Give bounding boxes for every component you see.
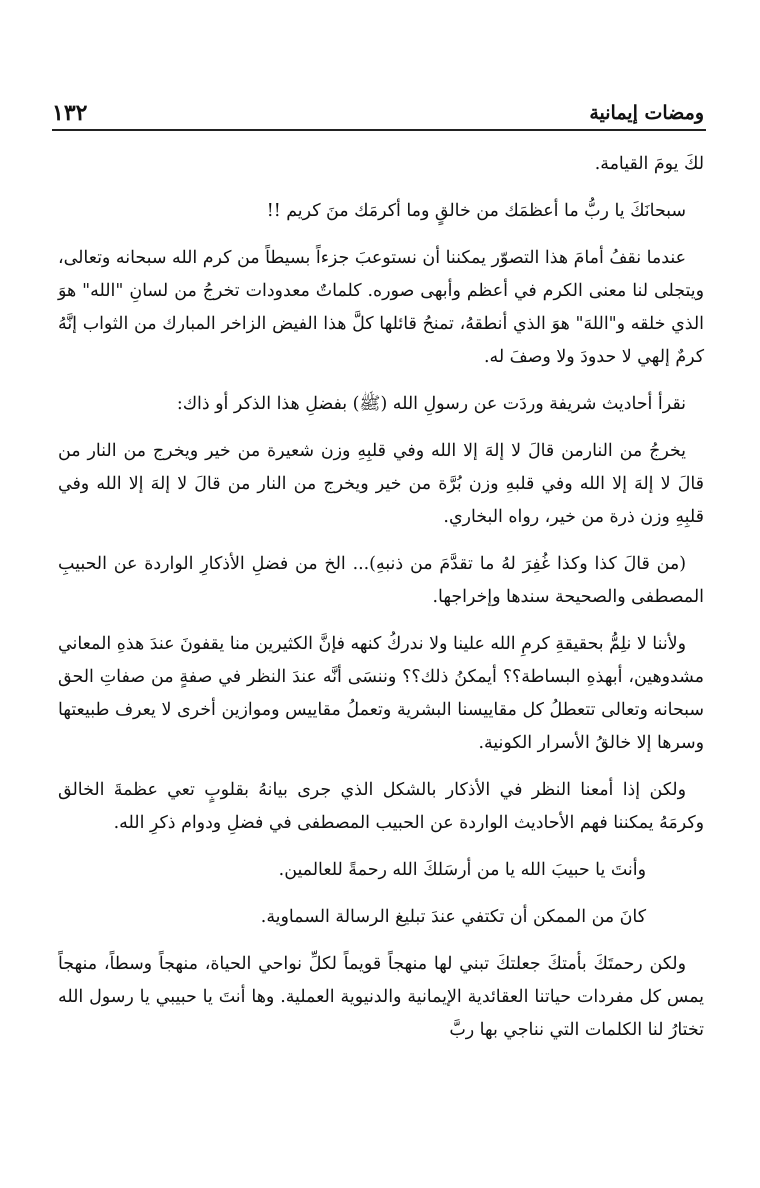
- paragraph: وأنتَ يا حبيبَ الله يا من أرسَلكَ الله رحمةً للعالمين.: [278, 860, 646, 880]
- paragraph: ولأننا لا نلِمُّ بحقيقةِ كرمِ الله علينا ولا ندركُ كنهه فإنَّ الكثيرين منا يقفونَ عندَ هذهِ المعاني مشدوهين، أبهذهِ البساطة؟؟ أيمكنُ ذلك؟؟ وننسَى أنَّه عندَ النظر في صفةٍ من صفاتِ الحق سبحانه وتعالى تتعطلُ كل مقاييسنا البشرية وتعملُ مقاييس وموازين أخرى لا يعرف طبيعتها وسرها إلا خالقُ الأسرار الكونية.: [58, 634, 704, 753]
- running-title: ومضات إيمانية: [589, 102, 704, 124]
- paragraph: عندما نقفُ أمامَ هذا التصوّر يمكننا أن نستوعبَ جزءاً بسيطاً من كرم الله سبحانه وتعالى، ويتجلى لنا معنى الكرم في أعظم وأبهى صوره. كلماتٌ معدودات تخرجُ من لسانِ "الله" هوَ الذي خلقه و"اللهَ" هوَ الذي أنطقهُ، تمنحُ قائلها كلَّ هذا الفيض الزاخر المبارك من الثواب إنَّهُ كرمٌ إلهي لا حدودَ ولا وصفَ له.: [58, 248, 704, 367]
- paragraph: يخرجُ من النارمن قالَ لا إلهَ إلا الله وفي قلبِهِ وزن شعيرة من خير ويخرج من النار من قالَ لا إلهَ إلا الله وفي قلبهِ وزن بُرَّة من خير ويخرج من النار من قالَ لا إلهَ إلا الله وفي قلبِهِ وزن ذرة من خير، رواه البخاري.: [58, 441, 704, 527]
- page-number: ١٣٢: [52, 100, 88, 126]
- paragraph: ولكن إذا أمعنا النظر في الأذكار بالشكل الذي جرى بيانهُ بقلوبٍ تعي عظمةَ الخالق وكرمَهُ يمكننا فهم الأحاديث الواردة عن الحبيب المصطفى في فضلِ ودوام ذكرِ الله.: [58, 780, 704, 833]
- paragraph: كانَ من الممكن أن تكتفي عندَ تبليغ الرسالة السماوية.: [260, 907, 646, 927]
- paragraph: (من قالَ كذا وكذا غُفِرَ لهُ ما تقدَّمَ من ذنبهِ)... الخ من فضلِ الأذكارِ الواردة عن الحبيبِ المصطفى والصحيحة سندها وإخراجها.: [58, 554, 704, 607]
- header-rule: [52, 129, 706, 131]
- paragraph: نقرأ أحاديث شريفة وردَت عن رسولِ الله (ﷺ) بفضلِ هذا الذكر أو ذاك:: [176, 394, 686, 414]
- paragraph: سبحانَكَ يا ربُّ ما أعظمَك من خالقٍ وما أكرمَك منَ كريم !!: [266, 201, 686, 221]
- paragraph: ولكن رحمتَكَ بأمتكَ جعلتكَ تبني لها منهجاً قويماً لكلِّ نواحي الحياة، منهجاً وسطاً، منهجاً يمس كل مفردات حياتنا العقائدية الإيمانية والدنيوية العملية. وها أنتَ يا حبيبي يا رسول الله تختارُ لنا الكلمات التي نناجي بها ربَّ: [58, 954, 704, 1040]
- page-header: [52, 98, 704, 128]
- page-body: [58, 148, 704, 1061]
- paragraph: لكَ يومَ القيامة.: [594, 154, 704, 174]
